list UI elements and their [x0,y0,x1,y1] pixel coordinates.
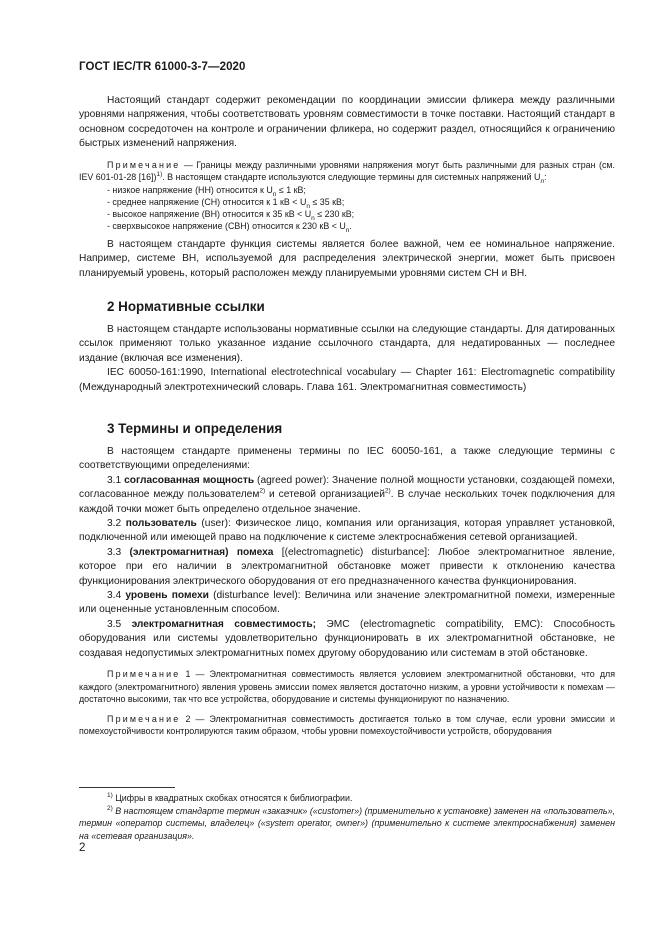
voltage-list-item: - низкое напряжение (НН) относится к $U_n \le 1$ кВ; [107,184,306,198]
section-2-reference: IEC 60050-161:1990, International electrotechnical vocabulary — Chapter 161: Electromagnetic compatibility (Международный электротехнический словарь. Глава 161. Электромагнитная совместимость) [79,367,615,393]
section-2 [79,299,615,395]
term-note-2: Примечание 2 — Электромагнитная совместимость достигается только в том случае, если уровни эмиссии и помехоустойчивости контролируются таким образом, чтобы уровни помехоустойчивости устройств, оборудования [79,713,615,737]
section-3-intro: В настоящем стандарте применены термины по IEC 60050-161, а также следующие термины с соответствующими определениями: [79,446,615,472]
term-3-4: 3.4 уровень помехи (disturbance level): Величина или значение электромагнитной помехи, измеренные или оцененные установленным способом. [79,590,615,616]
intro-paragraph: Настоящий стандарт содержит рекомендации по координации эмиссии фликера между различными уровнями напряжения, чтобы соответствовать уровням совместимости в точке поставки. Настоящий стандарт в основном сосредоточен на контроле и ограничении фликера, но содержит раздел, относящийся к ограничению быстрых изменений напряжения. [79,95,615,150]
footnote-1: $^{1)}$ Цифры в квадратных скобках относятся к библиографии. [107,792,353,803]
term-3-2: 3.2 пользователь (user): Физическое лицо, компания или организация, которая управляет установкой, подключенной или имеющей право на подключение к системе электроснабжения сетевой организацией. [79,518,615,544]
voltage-list-item: - среднее напряжение (СН) относится к 1 кВ < $U_n \le 35$ кВ; [107,196,345,210]
term-note-1: Примечание 1 — Электромагнитная совместимость является условием электромагнитной обстановки, что для каждого (электромагнитного) явления уровень эмиссии помех является достаточно низким, а уровни устойчивости к помехам — достаточно высокими, так что все устройства, оборудование и системы функционируют по назначению. [79,669,615,705]
term-3-3: 3.3 (электромагнитная) помеха [(electromagnetic) disturbance]: Любое электромагнитное явление, которое при его наличии в электромагнитной обстановке может привести к отклонению качества функционирования электрического оборудования от его предназначенного качества функционирования. [79,546,615,587]
footnote-divider [79,787,175,788]
section-3-title: 3 Термины и определения [107,421,283,436]
voltage-list-item: - сверхвысокое напряжение (СВН) относится к 230 кВ < $U_n$. [107,220,352,234]
intro-section [79,94,615,281]
voltage-list-item: - высокое напряжение (ВН) относится к 35 кВ < $U_n \le 230$ кВ; [107,208,355,222]
section-2-title: 2 Нормативные ссылки [107,299,265,314]
note-label: Примечание [107,159,181,170]
section-3 [79,421,615,738]
footnotes [79,792,615,842]
standard-header: ГОСТ IEC/TR 61000-3-7—2020 [79,61,246,73]
page-number: 2 [79,842,86,854]
intro-paragraph-2: В настоящем стандарте функция системы является более важной, чем ее номинальное напряжение. Например, системе ВН, используемой для распределения электрической энергии, может быть присвоен планируемый уровень, который расположен между планируемыми уровнями систем СН и ВН. [79,238,615,279]
term-3-1: 3.1 согласованная мощность (agreed power): Значение полной мощности установки, создающей помехи, согласованное между пользователем$^{2)}$ и сетевой организацией$^{2)}$. В случае нескольких точек подключения для каждой точки может быть определено отдельное значение. [79,474,616,515]
footnote-2: $^{2)}$ В настоящем стандарте термин «заказчик» («customer») (применительно к установке) заменен на «пользователь», термин «оператор системы, владелец» («system operator, owner») (применительно к системе электроснабжения) заменен на «сетевая организация». [79,804,615,841]
section-2-paragraph: В настоящем стандарте использованы нормативные ссылки на следующие стандарты. Для датированных ссылок применяют только указанное издание ссылочного стандарта, для недатированных — последнее издание (включая все изменения). [79,324,615,364]
term-3-5: 3.5 электромагнитная совместимость; ЭМС (electromagnetic compatibility, EMC): Способность оборудования или системы удовлетворительно функционировать в их электромагнитной обстановке, не создавая недопустимых электромагнитных помех другому оборудованию или системам в этой обстановке. [79,618,616,659]
intro-note: Примечание — Границы между различными уровнями напряжения могут быть различными для разных стран (см. IEV 601-01-28 [16])$^{1)}$. В настоящем стандарте используются следующие термины для системных напряжений $U_n$: [79,159,615,185]
